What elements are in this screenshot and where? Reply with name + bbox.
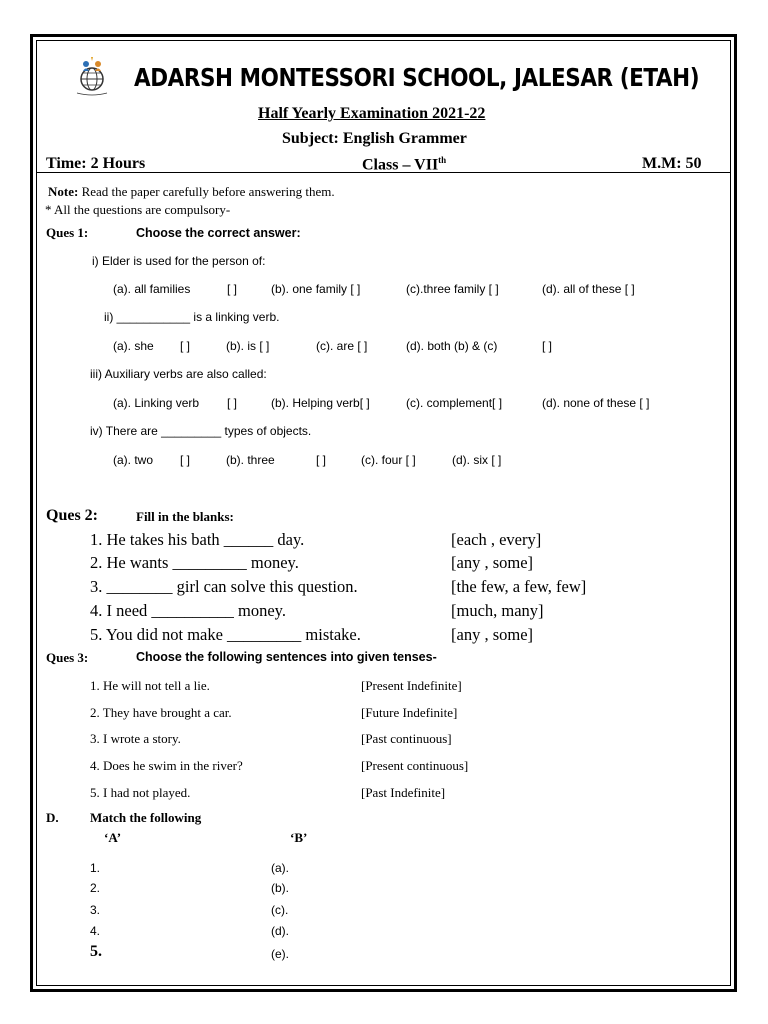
q1-4-option: (a). two	[113, 453, 154, 467]
q1-3-option: (d). none of these [ ]	[542, 396, 650, 410]
q2-title: Fill in the blanks:	[136, 509, 234, 524]
qd-right-item: (e).	[271, 947, 289, 961]
q2-hint: [the few, a few, few]	[451, 577, 587, 596]
q2-hint: [any , some]	[451, 625, 534, 644]
q3-tense: [Future Indefinite]	[361, 705, 458, 720]
q1-title: Choose the correct answer:	[136, 226, 301, 240]
q1-4-option: [ ]	[316, 453, 327, 467]
qd-left-item: 3.	[90, 903, 101, 917]
q2-sentence: 5. You did not make _________ mistake.	[90, 625, 361, 644]
q1-label: Ques 1:	[46, 225, 89, 240]
class-line: Class – VIIth	[362, 155, 447, 174]
q1-3-option: [ ]	[227, 396, 238, 410]
q1-2-option: [ ]	[180, 339, 191, 353]
q1-4-option: (b). three	[226, 453, 275, 467]
qd-right-item: (b).	[271, 881, 289, 895]
q3-sentence: 3. I wrote a story.	[90, 731, 181, 746]
q2-sentence: 1. He takes his bath ______ day.	[90, 530, 305, 549]
qd-right-item: (c).	[271, 903, 289, 917]
q1-1-option: (b). one family [ ]	[271, 282, 361, 296]
q1-4-option: [ ]	[180, 453, 191, 467]
q3-tense: [Past Indefinite]	[361, 785, 446, 800]
qd-column-a: ‘A’	[104, 830, 122, 845]
qd-left-item: 5.	[90, 943, 102, 960]
q1-3-option: (c). complement[ ]	[406, 396, 503, 410]
q1-1-option: [ ]	[227, 282, 238, 296]
school-logo-icon	[71, 55, 129, 97]
q2-label: Ques 2:	[46, 507, 98, 524]
q1-4-option: (c). four [ ]	[361, 453, 416, 467]
q1-question-4: iv) There are _________ types of objects.	[90, 424, 312, 438]
qd-right-item: (a).	[271, 861, 289, 875]
q1-3-option: (a). Linking verb	[113, 396, 200, 410]
q1-2-option: (c). are [ ]	[316, 339, 368, 353]
q1-1-option: (c).three family [ ]	[406, 282, 499, 296]
q3-label: Ques 3:	[46, 650, 89, 665]
q1-2-option: (a). she	[113, 339, 154, 353]
q3-tense: [Past continuous]	[361, 731, 452, 746]
q3-tense: [Present continuous]	[361, 758, 469, 773]
qd-title: Match the following	[90, 810, 202, 825]
q1-question-2: ii) ___________ is a linking verb.	[104, 310, 280, 324]
q1-1-option: (a). all families	[113, 282, 191, 296]
qd-right-item: (d).	[271, 924, 289, 938]
q3-sentence: 1. He will not tell a lie.	[90, 678, 210, 693]
q2-hint: [any , some]	[451, 553, 534, 572]
note-line: Note: Read the paper carefully before answering them.	[48, 184, 335, 199]
q2-hint: [much, many]	[451, 601, 544, 620]
q1-2-option: [ ]	[542, 339, 553, 353]
qd-left-item: 1.	[90, 861, 101, 875]
q1-1-option: (d). all of these [ ]	[542, 282, 635, 296]
header-divider	[36, 172, 731, 173]
exam-title: Half Yearly Examination 2021-22	[258, 105, 486, 122]
q3-sentence: 5. I had not played.	[90, 785, 191, 800]
q2-sentence: 3. ________ girl can solve this question.	[90, 577, 358, 596]
q3-sentence: 4. Does he swim in the river?	[90, 758, 243, 773]
q2-sentence: 4. I need __________ money.	[90, 601, 286, 620]
q1-2-option: (d). both (b) & (c)	[406, 339, 498, 353]
q1-2-option: (b). is [ ]	[226, 339, 270, 353]
qd-left-item: 4.	[90, 924, 101, 938]
max-marks: M.M: 50	[642, 155, 702, 172]
qd-left-item: 2.	[90, 881, 101, 895]
qd-column-b: ‘B’	[290, 830, 308, 845]
q3-sentence: 2. They have brought a car.	[90, 705, 232, 720]
q1-4-option: (d). six [ ]	[452, 453, 502, 467]
q2-hint: [each , every]	[451, 530, 542, 549]
q1-question-3: iii) Auxiliary verbs are also called:	[90, 367, 267, 381]
q3-tense: [Present Indefinite]	[361, 678, 462, 693]
compulsory-line: * All the questions are compulsory-	[45, 202, 231, 217]
qd-label: D.	[46, 810, 59, 825]
q1-question-1: i) Elder is used for the person of:	[92, 254, 266, 268]
q3-title: Choose the following sentences into given tenses-	[136, 650, 437, 664]
q1-3-option: (b). Helping verb[ ]	[271, 396, 370, 410]
q2-sentence: 2. He wants _________ money.	[90, 553, 299, 572]
school-name: ADARSH MONTESSORI SCHOOL, JALESAR (ETAH)	[134, 63, 700, 92]
time-line: Time: 2 Hours	[46, 155, 146, 172]
subject-line: Subject: English Grammer	[282, 130, 467, 147]
